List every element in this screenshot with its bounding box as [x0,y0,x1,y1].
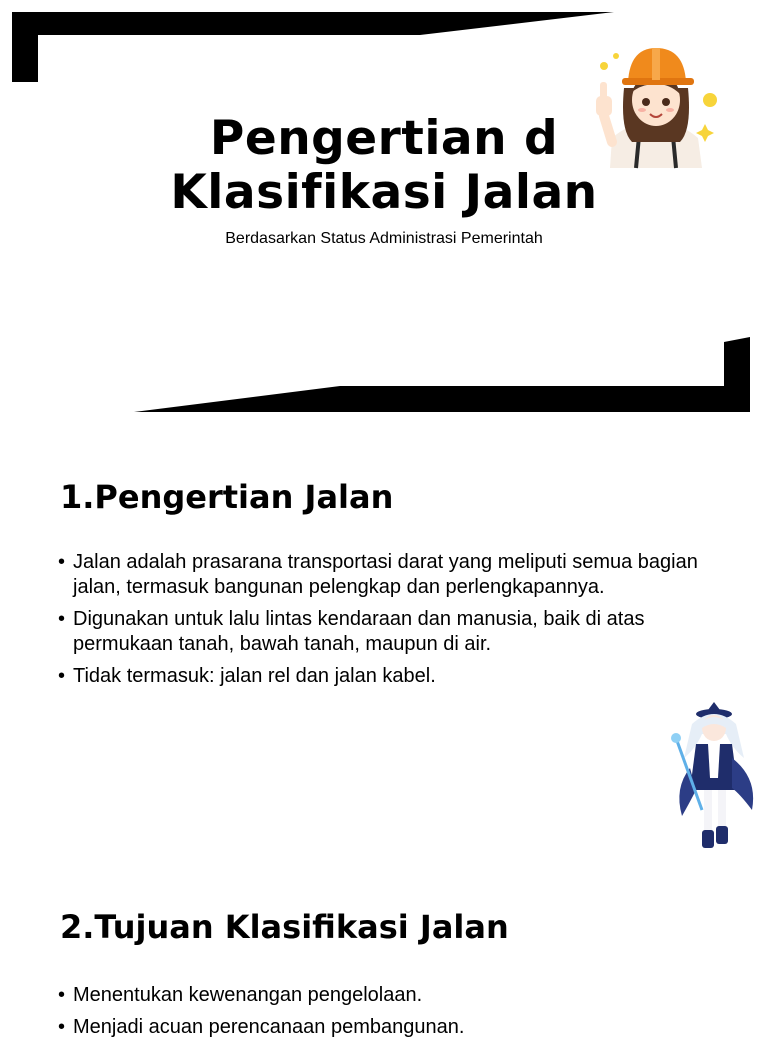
list-item: • Tidak termasuk: jalan rel dan jalan kabel. [56,664,716,689]
tujuan-bullet-list [56,983,716,1047]
content-slide [0,430,768,1038]
section-heading-pengertian: 1.Pengertian Jalan [60,478,394,516]
title-line-1: Pengertian d [209,111,559,166]
section-heading-tujuan: 2.Tujuan Klasifikasi Jalan [60,908,509,946]
engineer-girl-thumbs-up-icon [590,38,720,168]
list-item: • Menjadi acuan perencanaan pembangunan. [56,1015,716,1040]
title-slide [0,0,768,430]
title-line-2: Klasifikasi Jalan [170,165,598,220]
list-item: • Jalan adalah prasarana transportasi darat yang meliputi semua bagian jalan, termasuk bangunan pelengkap dan perlengkapannya. [56,550,716,600]
list-item: • Digunakan untuk lalu lintas kendaraan dan manusia, baik di atas permukaan tanah, bawah tanah, maupun di air. [56,607,716,657]
slide-title [100,112,668,220]
pengertian-bullet-list [56,550,716,696]
slide-subtitle: Berdasarkan Status Administrasi Pemerintah [225,230,543,247]
anime-character-icon [668,698,760,856]
list-item: • Menentukan kewenangan pengelolaan. [56,983,716,1008]
